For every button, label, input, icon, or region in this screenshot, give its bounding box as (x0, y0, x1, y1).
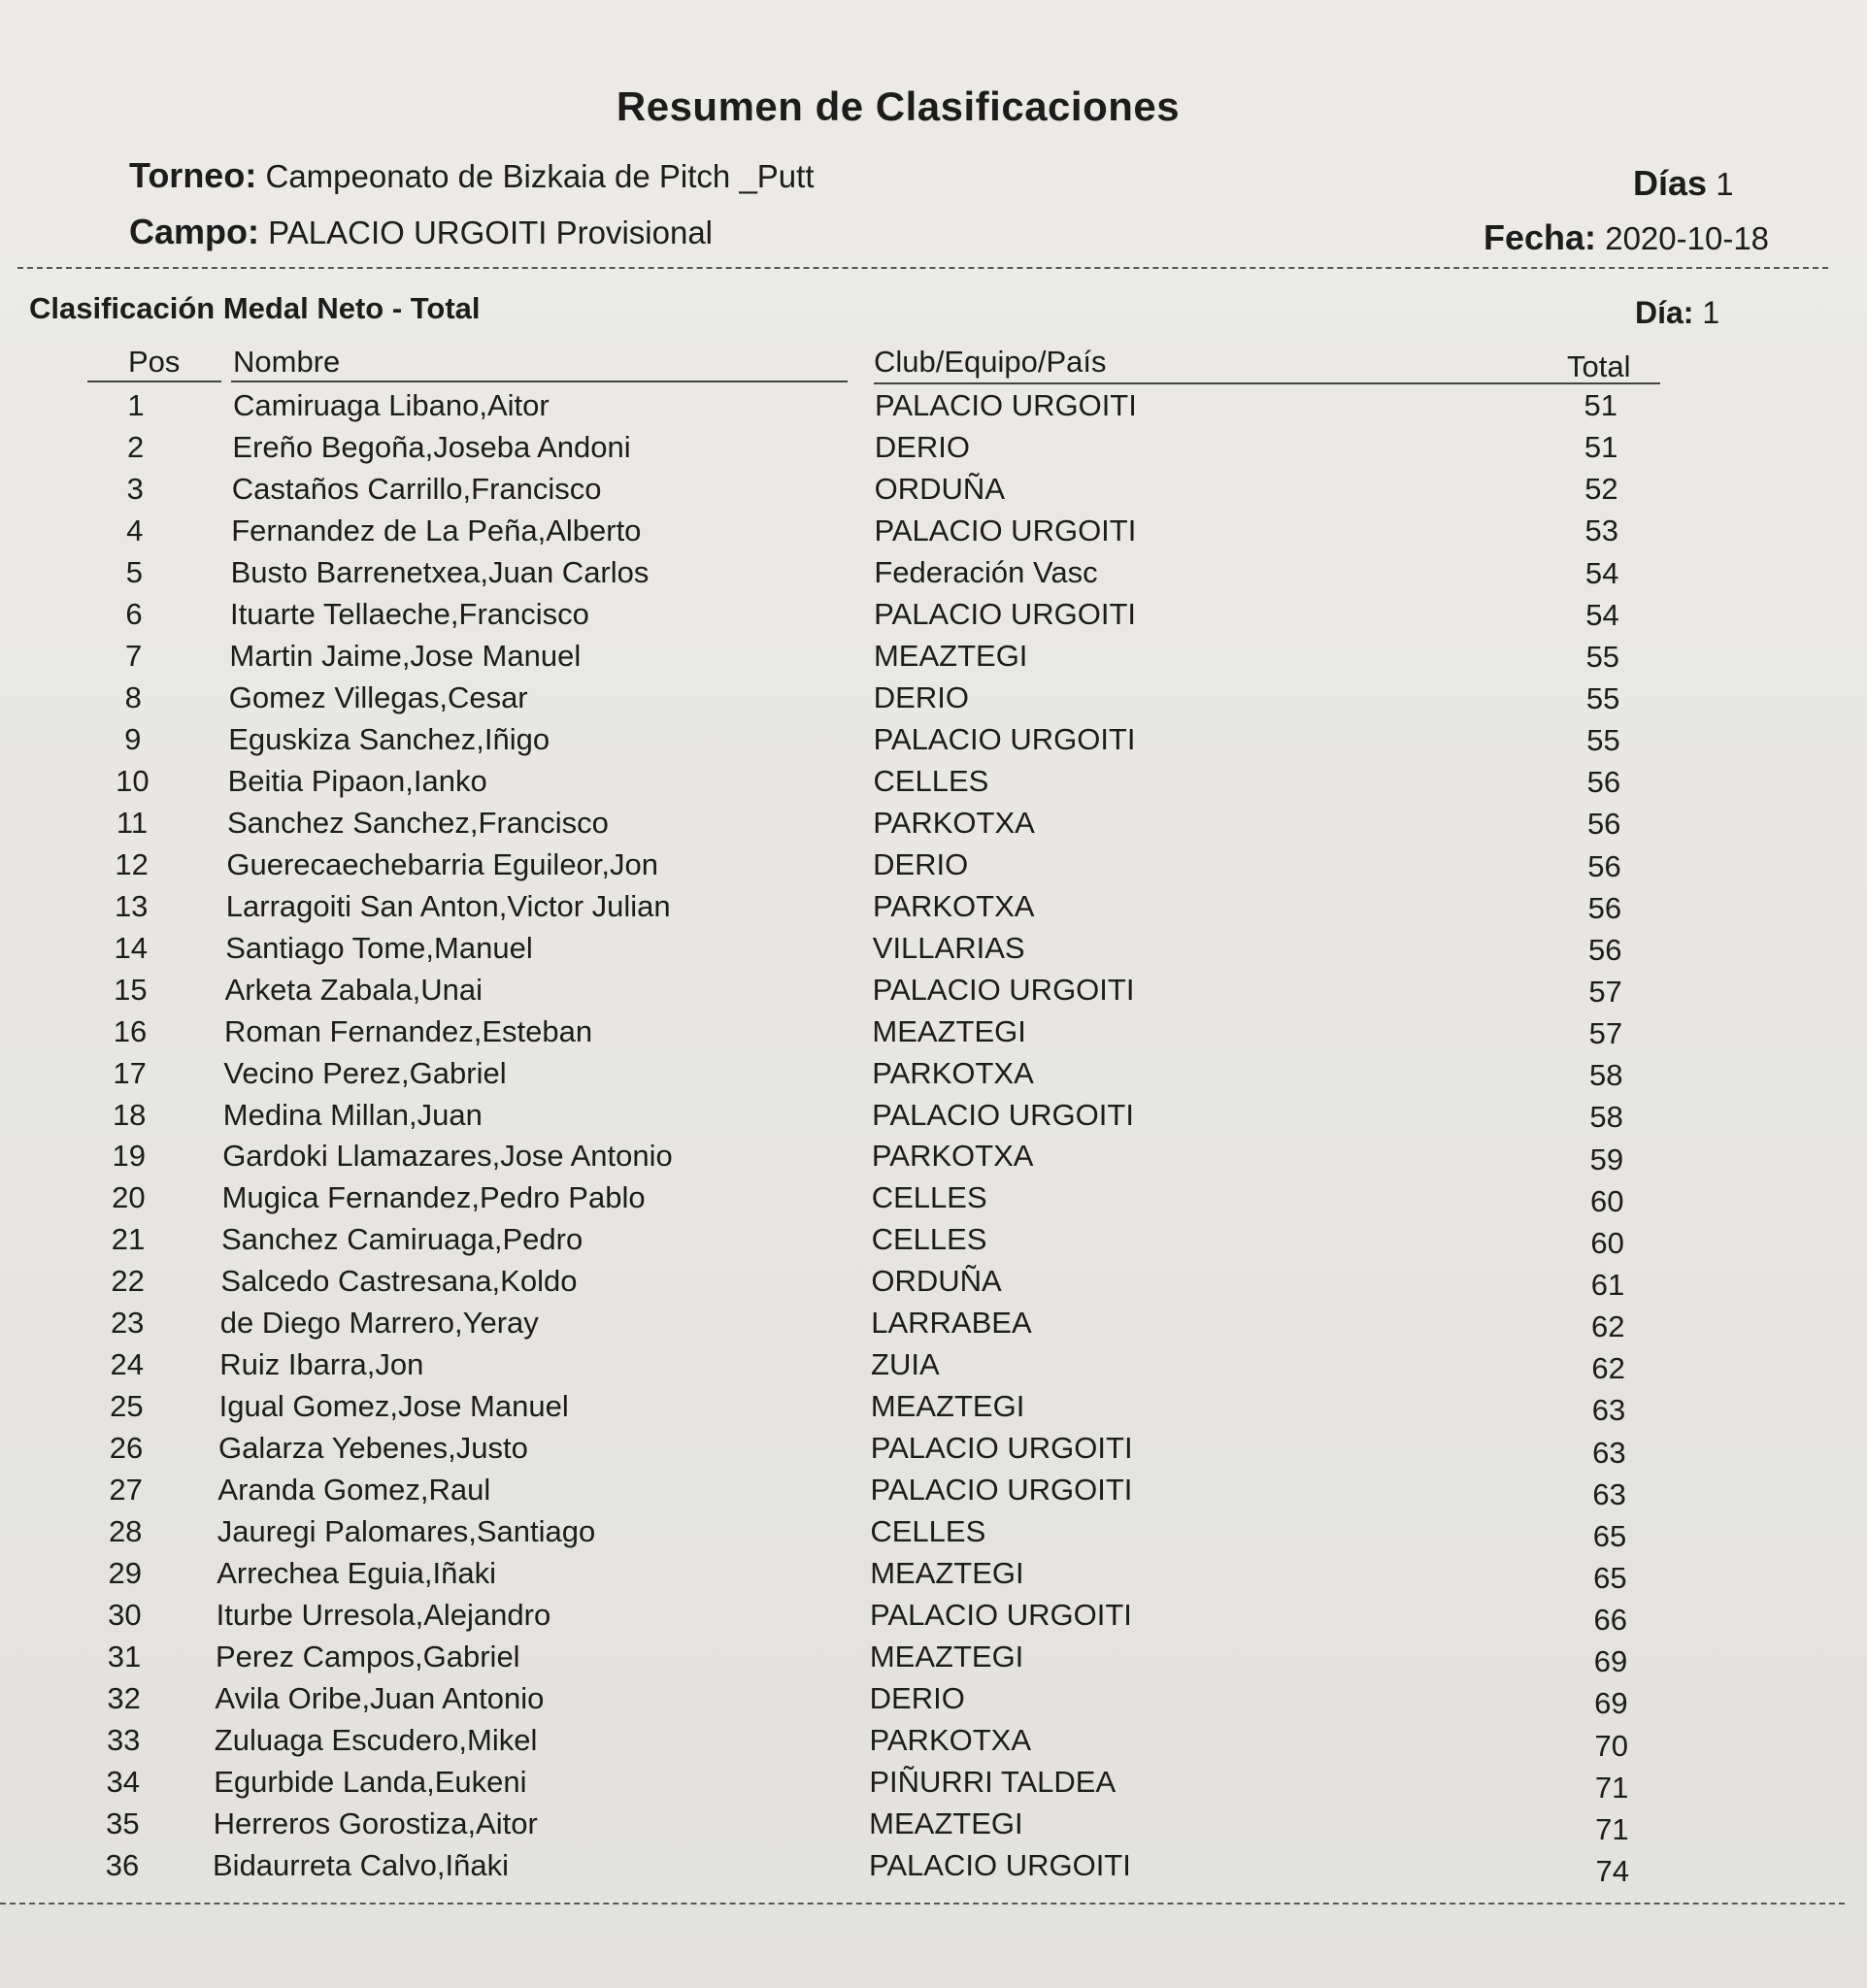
row-nombre: Roman Fernandez,Esteban (224, 1013, 593, 1048)
row-position: 6 (125, 596, 143, 631)
row-position: 29 (108, 1556, 143, 1591)
row-position: 19 (112, 1139, 147, 1174)
row-total: 54 (1584, 555, 1619, 590)
row-club: PIÑURRI TALDEA (869, 1765, 1117, 1800)
table-row (0, 639, 1867, 679)
table-row (0, 1473, 1867, 1513)
row-club: CELLES (870, 1514, 986, 1549)
row-club: PALACIO URGOITI (872, 1097, 1134, 1132)
row-nombre: Ereño Begoña,Joseba Andoni (232, 429, 631, 464)
row-club: PALACIO URGOITI (870, 1431, 1133, 1466)
row-nombre: Medina Millan,Juan (222, 1097, 483, 1132)
table-row (0, 514, 1867, 554)
row-club: MEAZTEGI (872, 1013, 1026, 1048)
torneo-line (129, 155, 815, 196)
row-nombre: Larragoiti San Anton,Victor Julian (225, 888, 671, 923)
row-position: 15 (114, 972, 148, 1007)
row-total: 51 (1584, 430, 1618, 465)
row-position: 30 (108, 1598, 142, 1633)
row-position: 1 (127, 388, 145, 422)
row-total: 71 (1595, 1811, 1629, 1846)
row-nombre: Aranda Gomez,Raul (217, 1473, 491, 1508)
row-position: 18 (112, 1097, 147, 1132)
row-position: 14 (114, 930, 149, 965)
row-position: 13 (114, 888, 149, 923)
table-row (0, 388, 1867, 429)
page-title: Resumen de Clasificaciones (616, 83, 1181, 129)
row-club: ORDUÑA (871, 1264, 1002, 1299)
row-nombre: Sanchez Sanchez,Francisco (227, 805, 609, 840)
column-header-club: Club/Equipo/País (874, 345, 1107, 379)
row-position: 12 (115, 846, 149, 881)
table-row (0, 1514, 1867, 1555)
dias-value: 1 (1716, 166, 1734, 202)
table-row (0, 722, 1867, 763)
table-row (0, 1264, 1867, 1305)
row-nombre: Ruiz Ibarra,Jon (219, 1347, 424, 1382)
table-row (0, 1180, 1867, 1221)
row-total: 56 (1587, 932, 1622, 967)
row-nombre: de Diego Marrero,Yeray (219, 1306, 539, 1341)
campo-line (129, 212, 713, 252)
column-header-nombre: Nombre (233, 345, 341, 379)
row-total: 55 (1585, 639, 1620, 674)
header-divider (17, 267, 1828, 269)
row-total: 51 (1584, 388, 1617, 422)
table-row (0, 1347, 1867, 1388)
table-row (0, 555, 1867, 596)
row-total: 65 (1593, 1560, 1627, 1595)
row-total: 56 (1587, 848, 1621, 883)
row-nombre: Iturbe Urresola,Alejandro (216, 1598, 551, 1633)
row-nombre: Santiago Tome,Manuel (225, 930, 533, 965)
table-row (0, 1306, 1867, 1346)
row-total: 54 (1585, 597, 1619, 632)
row-total: 63 (1592, 1435, 1626, 1470)
row-nombre: Salcedo Castresana,Koldo (220, 1264, 578, 1299)
row-total: 62 (1591, 1351, 1625, 1386)
row-total: 56 (1586, 807, 1621, 842)
table-row (0, 1389, 1867, 1430)
column-underline-club (874, 382, 1660, 384)
row-nombre: Eguskiza Sanchez,Iñigo (228, 721, 550, 756)
row-total: 55 (1585, 680, 1620, 715)
row-club: PARKOTXA (872, 888, 1035, 923)
fecha-line (1484, 217, 1769, 258)
fecha-value: 2020-10-18 (1605, 220, 1770, 256)
table-row (0, 1222, 1867, 1263)
fecha-label: Fecha: (1484, 217, 1597, 257)
row-nombre: Bidaurreta Calvo,Iñaki (213, 1848, 509, 1882)
row-total: 60 (1590, 1225, 1624, 1260)
row-club: PARKOTXA (871, 1139, 1034, 1174)
row-nombre: Galarza Yebenes,Justo (218, 1431, 528, 1466)
dias-label: Días (1633, 163, 1708, 203)
row-nombre: Castaños Carrillo,Francisco (231, 471, 602, 506)
table-row (0, 1681, 1867, 1722)
row-nombre: Camiruaga Libano,Aitor (233, 388, 550, 422)
row-nombre: Gomez Villegas,Cesar (228, 679, 528, 714)
row-position: 8 (124, 679, 142, 714)
table-row (0, 847, 1867, 888)
row-club: PARKOTXA (873, 805, 1035, 840)
row-position: 11 (116, 805, 149, 840)
table-row (0, 430, 1867, 471)
row-club: DERIO (869, 1681, 965, 1716)
row-club: PARKOTXA (869, 1723, 1032, 1758)
row-position: 16 (113, 1013, 148, 1048)
table-row (0, 597, 1867, 638)
row-position: 28 (108, 1514, 143, 1549)
column-underline-pos (87, 381, 221, 382)
row-total: 57 (1588, 1016, 1623, 1051)
table-row (0, 1056, 1867, 1097)
row-nombre: Fernandez de La Peña,Alberto (231, 513, 642, 547)
table-row (0, 680, 1867, 721)
row-club: MEAZTEGI (870, 1556, 1024, 1591)
row-total: 74 (1595, 1854, 1629, 1888)
column-header-total: Total (1567, 349, 1631, 383)
table-row (0, 1848, 1867, 1889)
row-total: 70 (1594, 1728, 1628, 1763)
table-row (0, 1723, 1867, 1764)
row-position: 26 (109, 1431, 144, 1466)
row-club: ZUIA (871, 1347, 940, 1382)
row-position: 10 (116, 763, 150, 798)
column-underline-nombre (231, 381, 848, 382)
table-row (0, 1431, 1867, 1472)
table-row (0, 1765, 1867, 1806)
table-row (0, 889, 1867, 930)
row-club: MEAZTEGI (869, 1640, 1024, 1674)
row-position: 32 (107, 1681, 141, 1716)
row-position: 21 (111, 1222, 146, 1257)
table-row (0, 806, 1867, 846)
row-position: 34 (106, 1765, 141, 1800)
row-position: 4 (126, 513, 144, 547)
table-row (0, 931, 1867, 972)
table-row (0, 1806, 1867, 1847)
row-nombre: Mugica Fernandez,Pedro Pablo (221, 1180, 646, 1215)
row-nombre: Herreros Gorostiza,Aitor (213, 1806, 538, 1841)
row-total: 63 (1591, 1393, 1626, 1428)
row-club: CELLES (871, 1222, 987, 1257)
row-club: PALACIO URGOITI (874, 513, 1137, 547)
row-position: 35 (106, 1806, 140, 1841)
row-club: PALACIO URGOITI (870, 1473, 1133, 1508)
table-row (0, 1598, 1867, 1639)
row-position: 24 (110, 1347, 145, 1382)
row-nombre: Egurbide Landa,Eukeni (214, 1765, 527, 1800)
row-nombre: Zuluaga Escudero,Mikel (214, 1723, 538, 1758)
row-nombre: Ituarte Tellaeche,Francisco (230, 596, 589, 631)
row-nombre: Vecino Perez,Gabriel (223, 1055, 507, 1090)
dias-line (1633, 163, 1734, 204)
row-club: CELLES (871, 1180, 987, 1215)
row-club: PALACIO URGOITI (870, 1598, 1132, 1633)
row-nombre: Guerecaechebarria Eguileor,Jon (226, 846, 659, 881)
row-nombre: Avila Oribe,Juan Antonio (215, 1681, 545, 1716)
row-club: LARRABEA (871, 1306, 1032, 1341)
row-club: CELLES (873, 763, 989, 798)
row-club: PARKOTXA (872, 1055, 1034, 1090)
row-position: 22 (111, 1264, 145, 1299)
row-club: PALACIO URGOITI (872, 972, 1135, 1007)
row-nombre: Arrechea Eguia,Iñaki (217, 1556, 496, 1591)
row-club: Federación Vasc (874, 554, 1098, 589)
table-row (0, 1139, 1867, 1179)
row-total: 61 (1590, 1267, 1625, 1302)
row-club: PALACIO URGOITI (874, 596, 1136, 631)
row-club: DERIO (874, 429, 971, 464)
table-row (0, 1640, 1867, 1680)
row-total: 60 (1590, 1183, 1624, 1218)
row-total: 53 (1584, 514, 1619, 548)
row-position: 33 (106, 1723, 141, 1758)
row-nombre: Beitia Pipaon,Ianko (227, 763, 487, 798)
row-position: 2 (126, 429, 145, 464)
table-row (0, 1014, 1867, 1055)
row-total: 57 (1588, 974, 1622, 1009)
row-total: 66 (1593, 1603, 1627, 1638)
row-position: 9 (124, 721, 142, 756)
row-position: 17 (113, 1055, 147, 1090)
row-nombre: Sanchez Camiruaga,Pedro (221, 1222, 583, 1257)
row-position: 25 (110, 1389, 144, 1424)
table-row (0, 764, 1867, 805)
row-total: 56 (1586, 765, 1621, 800)
row-club: PALACIO URGOITI (869, 1848, 1131, 1882)
row-total: 69 (1594, 1686, 1628, 1721)
row-nombre: Martin Jaime,Jose Manuel (229, 638, 582, 673)
row-total: 69 (1593, 1644, 1628, 1679)
row-total: 58 (1589, 1100, 1623, 1135)
row-total: 62 (1591, 1309, 1625, 1344)
row-position: 27 (109, 1473, 143, 1508)
section-title: Clasificación Medal Neto - Total (29, 291, 481, 325)
torneo-value: Campeonato de Bizkaia de Pitch _Putt (265, 158, 815, 194)
row-position: 5 (125, 554, 144, 589)
table-row (0, 1556, 1867, 1597)
row-club: PALACIO URGOITI (875, 388, 1137, 422)
row-total: 59 (1589, 1142, 1624, 1176)
table-row (0, 973, 1867, 1013)
row-position: 20 (112, 1180, 146, 1215)
row-position: 3 (126, 471, 144, 506)
row-club: MEAZTEGI (870, 1389, 1025, 1424)
row-total: 71 (1594, 1770, 1629, 1805)
row-nombre: Busto Barrenetxea,Juan Carlos (230, 554, 650, 589)
row-position: 7 (124, 638, 143, 673)
row-nombre: Igual Gomez,Jose Manuel (218, 1389, 569, 1424)
row-nombre: Arketa Zabala,Unai (224, 972, 483, 1007)
row-position: 23 (110, 1306, 145, 1341)
row-club: VILLARIAS (872, 930, 1025, 965)
dia-value: 1 (1702, 295, 1720, 330)
campo-label: Campo: (129, 212, 259, 251)
row-total: 52 (1584, 472, 1618, 507)
row-nombre: Jauregi Palomares,Santiago (217, 1514, 596, 1549)
row-total: 56 (1587, 890, 1622, 925)
row-total: 55 (1586, 723, 1620, 758)
row-club: MEAZTEGI (873, 638, 1028, 673)
row-total: 63 (1592, 1476, 1626, 1511)
row-nombre: Perez Campos,Gabriel (216, 1640, 520, 1674)
row-club: DERIO (873, 679, 969, 714)
footer-divider (0, 1903, 1845, 1905)
row-club: DERIO (873, 846, 969, 881)
row-total: 58 (1589, 1058, 1623, 1093)
table-row (0, 472, 1867, 513)
dia-line (1635, 295, 1719, 331)
row-position: 36 (105, 1848, 140, 1882)
row-position: 31 (107, 1640, 142, 1674)
table-row (0, 1098, 1867, 1139)
dia-label: Día: (1635, 295, 1694, 330)
row-total: 65 (1592, 1518, 1627, 1553)
torneo-label: Torneo: (129, 155, 257, 195)
row-club: ORDUÑA (874, 471, 1005, 506)
row-club: MEAZTEGI (869, 1806, 1023, 1841)
column-header-pos: Pos (128, 345, 181, 379)
row-nombre: Gardoki Llamazares,Jose Antonio (222, 1139, 673, 1174)
campo-value: PALACIO URGOITI Provisional (268, 215, 714, 250)
row-club: PALACIO URGOITI (873, 721, 1136, 756)
